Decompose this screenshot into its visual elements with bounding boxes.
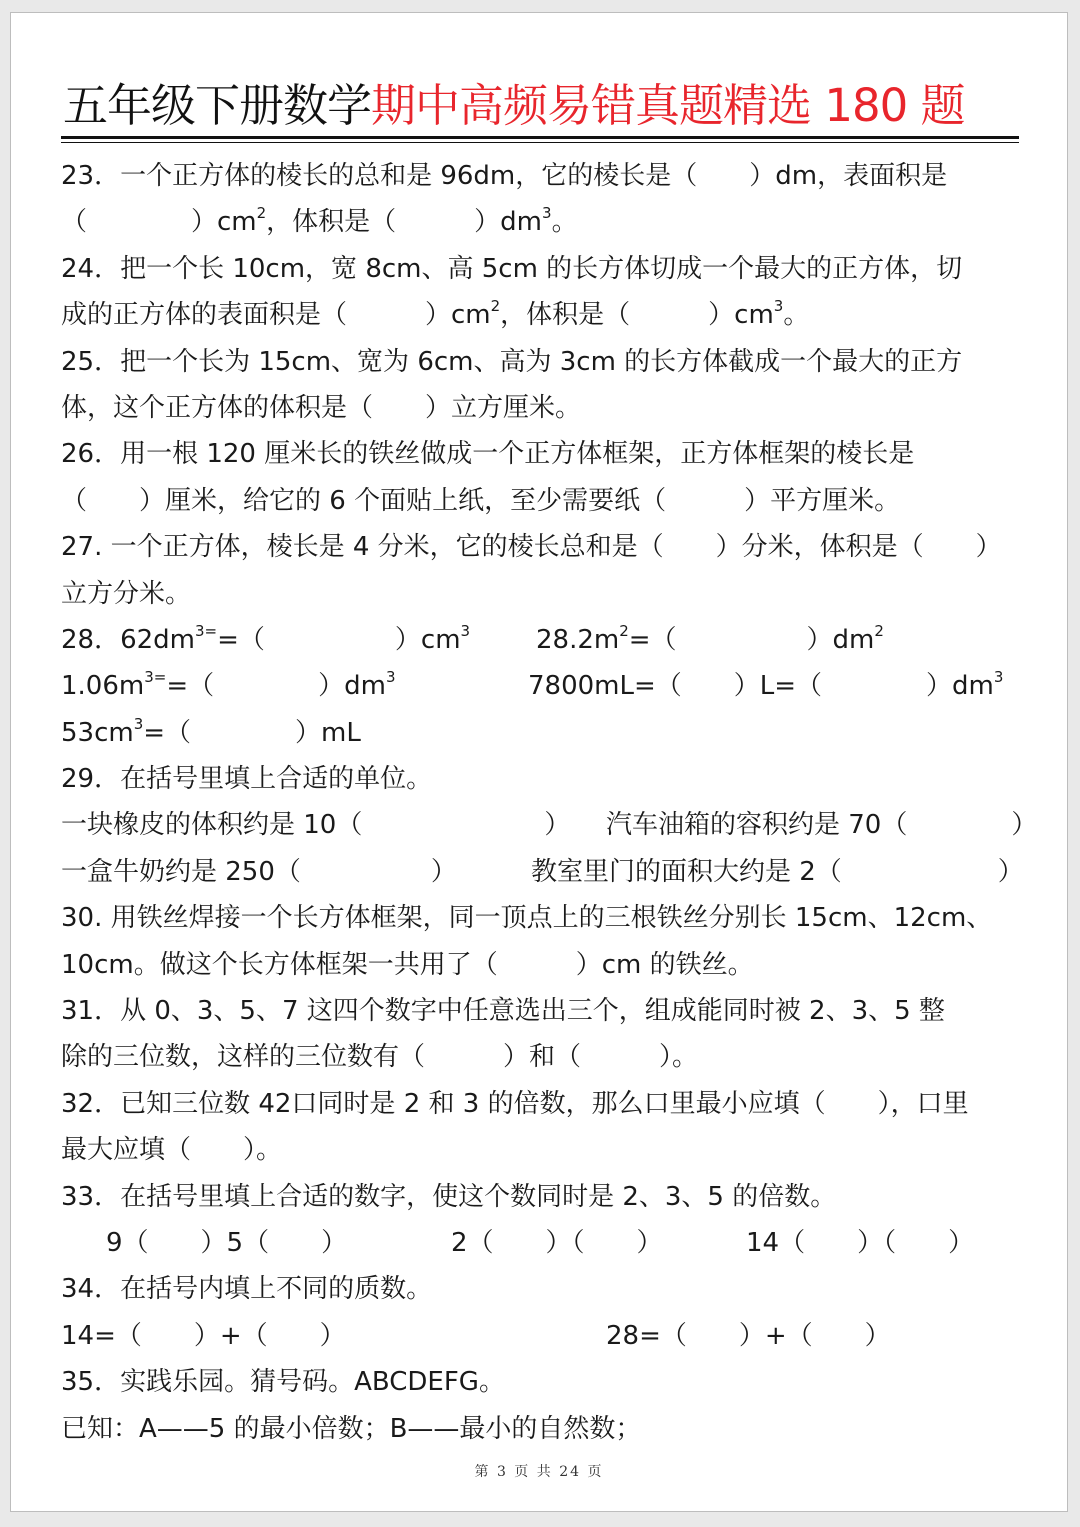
q33-line2: 9（ ）5（ ） 2（ ）（ ） 14（ ）（ ）: [106, 1227, 975, 1258]
title-underline-thin: [61, 142, 1019, 143]
q26-line2: （ ）厘米，给它的 6 个面贴上纸，至少需要纸（ ）平方厘米。: [61, 485, 901, 516]
q34-line1: 34．在括号内填上不同的质数。: [61, 1274, 433, 1305]
q35-line2: 已知：A——5 的最小倍数；B——最小的自然数；: [61, 1413, 642, 1444]
q28-line2: $1.06m^{3=}=$（ ）$dm^3$ 7800mL=（ ）L=（ ）$dm^3$: [61, 668, 1004, 702]
q35-line1: 35．实践乐园。猜号码。ABCDEFG。: [61, 1367, 505, 1398]
title-underline-thick: [61, 136, 1019, 139]
title-prefix: 五年级下册数学: [63, 79, 372, 132]
q24-line1: 24．把一个长 10cm，宽 8cm、高 5cm 的长方体切成一个最大的正方体，切: [61, 253, 963, 284]
page-title: [63, 77, 1023, 135]
q25-line2: 体，这个正方体的体积是（ ）立方厘米。: [61, 392, 582, 423]
q31-line2: 除的三位数，这样的三位数有（ ）和（ ）。: [61, 1042, 699, 1073]
q24-line2: 成的正方体的表面积是（ ）$cm^2$，体积是（ ）$cm^3$。: [61, 297, 810, 331]
q27-line2: 立方分米。: [61, 578, 192, 609]
q23-line1: 23．一个正方体的棱长的总和是 96dm，它的棱长是（ ）dm，表面积是: [61, 161, 948, 191]
q29-line1: 29．在括号里填上合适的单位。: [61, 764, 433, 795]
q30-line2: 10cm。做这个长方体框架一共用了（ ）cm 的铁丝。: [61, 949, 754, 980]
q33-line1: 33．在括号里填上合适的数字，使这个数同时是 2、3、5 的倍数。: [61, 1181, 837, 1212]
q25-line1: 25．把一个长为 15cm、宽为 6cm、高为 3cm 的长方体截成一个最大的正方: [61, 346, 963, 377]
page-footer: 第 3 页 共 24 页: [474, 1464, 604, 1480]
q31-line1: 31．从 0、3、5、7 这四个数字中任意选出三个，组成能同时被 2、3、5 整: [61, 996, 945, 1027]
title-highlight: 期中高频易错真题精选 180 题: [371, 79, 965, 132]
q28-line1: 28．$62dm^{3=}=$（ ）$cm^3$ $28.2m^2=$（ ）$dm^2$: [61, 621, 884, 655]
q29-line3: 一盒牛奶约是 250（ ） 教室里门的面积大约是 2（ ）: [61, 856, 1024, 887]
q32-line1: 32．已知三位数 42口同时是 2 和 3 的倍数，那么口里最小应填（ ），口里: [61, 1088, 969, 1119]
q29-line2: 一块橡皮的体积约是 10（ ） 汽车油箱的容积约是 70（ ）: [61, 810, 1038, 841]
document-page: [10, 12, 1068, 1512]
q26-line1: 26．用一根 120 厘米长的铁丝做成一个正方体框架，正方体框架的棱长是: [61, 439, 915, 470]
q34-line2: 14=（ ）+（ ） 28=（ ）+（ ）: [61, 1320, 891, 1351]
q23-line2: （ ）$cm^2$，体积是（ ）$dm^3$。: [61, 204, 578, 238]
q32-line2: 最大应填（ ）。: [61, 1135, 283, 1166]
q28-line3: $53cm^3=$（ ）mL: [61, 714, 361, 748]
q30-line1: 30. 用铁丝焊接一个长方体框架，同一顶点上的三根铁丝分别长 15cm、12cm、: [61, 903, 993, 934]
q27-line1: 27. 一个正方体，棱长是 4 分米，它的棱长总和是（ ）分米，体积是（ ）: [61, 532, 1002, 563]
question-list: [61, 153, 1036, 1452]
